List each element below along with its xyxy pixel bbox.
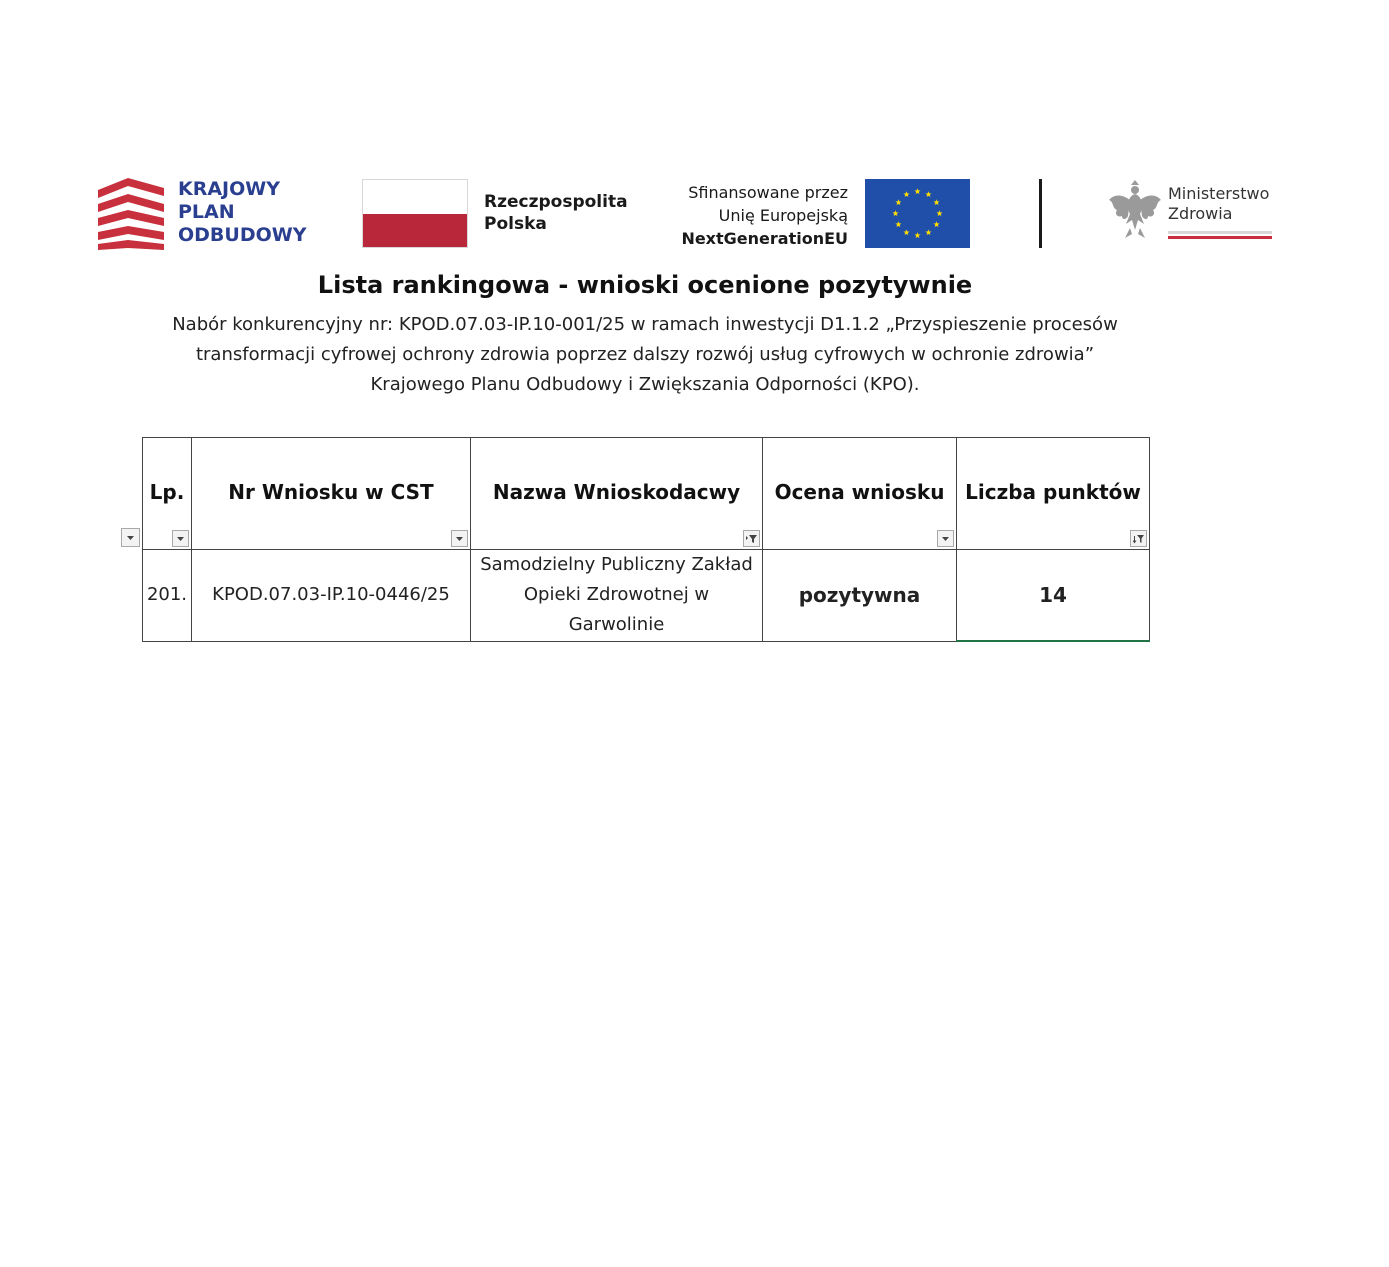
column-header-punkty: [957, 438, 1150, 550]
dropdown-arrow-icon: [941, 536, 950, 542]
filter-dropdown-button[interactable]: [172, 530, 189, 547]
dropdown-arrow-icon: [455, 536, 464, 542]
cell-lp: 201.: [143, 550, 192, 642]
column-header-nr: [192, 438, 471, 550]
moh-flag-bars: [1168, 231, 1272, 239]
dropdown-arrow-icon: [126, 535, 135, 541]
cell-applicant-name: [471, 550, 763, 642]
subtitle-line: transformacji cyfrowej ochrony zdrowia poprzez dalszy rozwój usług cyfrowych w ochronie zdrowia”: [195, 344, 1095, 365]
header-label: Liczba punktów: [965, 479, 1141, 504]
header-label: Nazwa Wnioskodacwy: [492, 479, 741, 504]
kpo-line: KRAJOWY: [178, 178, 280, 200]
cell-ocena: pozytywna: [763, 550, 957, 642]
filter-funnel-icon: [746, 534, 758, 544]
applicant-name-line: Garwolinie: [568, 614, 665, 636]
subtitle-line: Krajowego Planu Odbudowy i Zwiększania Odporności (KPO).: [370, 374, 920, 395]
filter-sort-button[interactable]: [1130, 530, 1147, 547]
eu-line: NextGenerationEU: [681, 229, 848, 248]
header-row: [143, 438, 1150, 550]
kpo-line: PLAN: [178, 201, 235, 223]
rp-line: Polska: [484, 214, 547, 234]
subtitle-line: Nabór konkurencyjny nr: KPOD.07.03-IP.10-001/25 w ramach inwestycji D1.1.2 „Przyspieszenie procesów: [172, 314, 1118, 335]
table-row: [143, 550, 1150, 642]
header-label: Nr Wniosku w CST: [228, 479, 434, 504]
logo-strip: [0, 0, 1389, 260]
header-label: Ocena wniosku: [774, 479, 945, 504]
rp-line: Rzeczpospolita: [484, 192, 628, 212]
moh-logo-text: [1168, 184, 1269, 224]
column-header-name: [471, 438, 763, 550]
cell-nr-wniosku: KPOD.07.03-IP.10-0446/25: [192, 550, 471, 642]
moh-line: Ministerstwo: [1168, 184, 1270, 203]
eu-line: Unię Europejską: [718, 206, 848, 225]
rp-logo-text: [484, 191, 628, 235]
filter-sort-icon: [1133, 534, 1145, 544]
moh-line: Zdrowia: [1168, 204, 1233, 223]
kpo-line: ODBUDOWY: [178, 224, 307, 246]
dropdown-arrow-icon: [176, 536, 185, 542]
filter-active-button[interactable]: [743, 530, 760, 547]
eu-funding-text: [640, 181, 848, 250]
eu-flag-icon: [865, 179, 970, 248]
filter-dropdown-button[interactable]: [937, 530, 954, 547]
document-subtitle: [0, 310, 1290, 400]
applicant-name-line: Samodzielny Publiczny Zakład: [480, 554, 753, 576]
eu-line: Sfinansowane przez: [688, 183, 848, 202]
document-title: Lista rankingowa - wnioski ocenione pozytywnie: [317, 271, 973, 299]
applicant-name-line: Opieki Zdrowotnej w: [523, 584, 710, 606]
column-header-lp: [143, 438, 192, 550]
kpo-logo-icon: [98, 178, 164, 250]
logo-divider: [1039, 179, 1042, 248]
poland-flag-icon: [362, 179, 468, 248]
column-header-ocena: [763, 438, 957, 550]
cell-punkty[interactable]: 14: [957, 550, 1150, 642]
kpo-logo-text: [178, 178, 306, 247]
eagle-emblem-icon: [1108, 180, 1162, 240]
filter-dropdown-button[interactable]: [451, 530, 468, 547]
ranking-table: [142, 437, 1150, 642]
header-label: Lp.: [149, 479, 185, 504]
filter-dropdown-button[interactable]: [121, 528, 140, 547]
